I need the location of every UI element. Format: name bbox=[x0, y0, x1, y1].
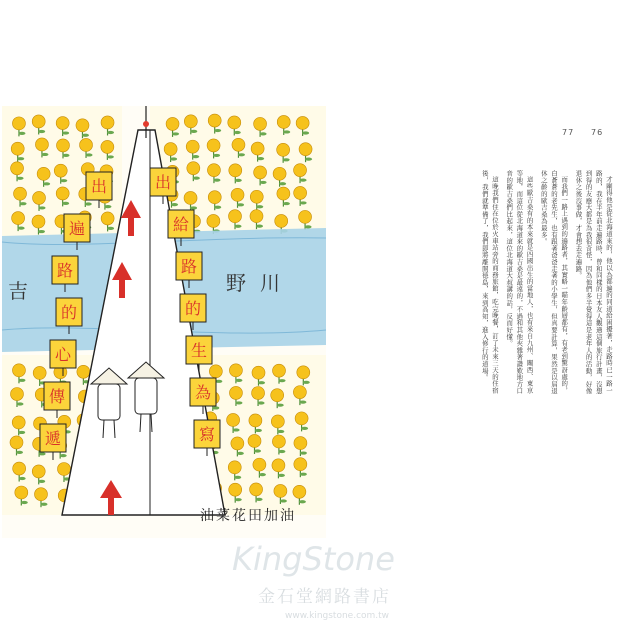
flower-leaf bbox=[40, 503, 47, 506]
flower-head bbox=[187, 162, 200, 175]
flower-head bbox=[228, 116, 241, 129]
flower-leaf bbox=[16, 402, 23, 405]
watermark-url: www.kingstone.com.tw bbox=[285, 611, 390, 621]
flower-leaf bbox=[190, 130, 197, 133]
flower-head bbox=[166, 117, 179, 130]
flower-head bbox=[293, 386, 306, 399]
flower-head bbox=[32, 115, 45, 128]
flower-leaf bbox=[38, 230, 45, 233]
pilgrim-body bbox=[98, 384, 120, 420]
body-paragraph: 這晚我們住在位於火車站旁的商務旅館，吃完晚餐，訂了未來三天的住宿後，我們就準備了，我們即將離開德島，來到高知，進入修行的道場。 bbox=[480, 170, 499, 394]
banner-sign-text: 路 bbox=[180, 257, 198, 276]
flower-head bbox=[251, 142, 264, 155]
flower-head bbox=[57, 462, 70, 475]
page-number: 77 bbox=[562, 128, 575, 137]
flower-leaf bbox=[62, 154, 69, 157]
flower-head bbox=[252, 387, 265, 400]
flower-head bbox=[11, 142, 24, 155]
flower-head bbox=[229, 483, 242, 496]
flower-leaf bbox=[254, 449, 261, 452]
flower-leaf bbox=[39, 206, 46, 209]
flower-leaf bbox=[85, 202, 92, 205]
flower-leaf bbox=[104, 205, 111, 208]
flower-leaf bbox=[172, 132, 179, 135]
flower-leaf bbox=[257, 157, 264, 160]
body-paragraph: 才剛得他是從北海道來的，他以為都遍的同道給困擾著，走路時已一路一路的，我在半年前走遍路時，曾和同樣的日本友人觀過這個旅行計畫，沒想到得的友應大都是為我很奇怪，因為他們多半覺得這是老年人的活動，好像退休之後沒事做，才會想去走遍路。 bbox=[574, 170, 613, 395]
flower-leaf bbox=[62, 131, 69, 134]
flower-head bbox=[294, 186, 307, 199]
flower-head bbox=[299, 210, 312, 223]
banner-sign-text: 的 bbox=[184, 299, 202, 318]
flower-leaf bbox=[235, 179, 242, 182]
flower-head bbox=[250, 483, 263, 496]
banner-sign-text: 心 bbox=[54, 345, 72, 364]
flower-head bbox=[164, 143, 177, 156]
flower-leaf bbox=[41, 153, 48, 156]
flower-leaf bbox=[16, 451, 23, 454]
flower-leaf bbox=[193, 177, 200, 180]
flower-head bbox=[254, 166, 267, 179]
flower-head bbox=[296, 116, 309, 129]
flower-leaf bbox=[214, 129, 221, 132]
flower-leaf bbox=[299, 500, 306, 503]
flower-leaf bbox=[260, 181, 267, 184]
flower-leaf bbox=[303, 381, 310, 384]
flower-head bbox=[56, 187, 69, 200]
flower-head bbox=[271, 389, 284, 402]
flower-head bbox=[229, 210, 242, 223]
watermark-brand: KingStone bbox=[232, 540, 395, 578]
flower-leaf bbox=[238, 153, 245, 156]
banner-sign-text: 寫 bbox=[198, 425, 216, 444]
flower-leaf bbox=[212, 406, 219, 409]
flower-head bbox=[299, 143, 312, 156]
flower-head bbox=[56, 139, 69, 152]
flower-leaf bbox=[305, 158, 312, 161]
flower-head bbox=[294, 458, 307, 471]
flower-head bbox=[254, 117, 267, 130]
flower-leaf bbox=[280, 499, 287, 502]
flower-head bbox=[275, 214, 288, 227]
flower-head bbox=[231, 188, 244, 201]
flower-head bbox=[229, 164, 242, 177]
flower-head bbox=[208, 191, 221, 204]
flower-head bbox=[232, 138, 245, 151]
body-text bbox=[420, 170, 614, 400]
river-label-right: 野川 bbox=[226, 271, 294, 295]
flower-leaf bbox=[60, 454, 67, 457]
flower-head bbox=[271, 415, 284, 428]
flower-head bbox=[294, 437, 307, 450]
flower-head bbox=[12, 416, 25, 429]
flower-head bbox=[272, 459, 285, 472]
flower-head bbox=[10, 436, 23, 449]
flower-leaf bbox=[17, 157, 24, 160]
flower-head bbox=[32, 215, 45, 228]
flower-leaf bbox=[278, 450, 285, 453]
flower-leaf bbox=[18, 431, 25, 434]
flower-head bbox=[15, 486, 28, 499]
flower-head bbox=[277, 115, 290, 128]
flower-head bbox=[12, 117, 25, 130]
flower-leaf bbox=[43, 182, 50, 185]
flower-head bbox=[80, 138, 93, 151]
flower-head bbox=[12, 364, 25, 377]
flower-head bbox=[184, 115, 197, 128]
flower-leaf bbox=[256, 205, 263, 208]
flower-head bbox=[231, 437, 244, 450]
watermark-store-name: 金石堂網路書店 bbox=[258, 587, 391, 607]
flower-head bbox=[10, 388, 23, 401]
flower-leaf bbox=[256, 225, 263, 228]
flower-leaf bbox=[86, 153, 93, 156]
flower-head bbox=[186, 140, 199, 153]
flower-leaf bbox=[283, 158, 290, 161]
body-paragraph: 這些歐吉桑有的本來就是四國出生的當地人，也有來自九州、關西、東京等地，而這位從北海道來的歐吉桑是最遠的，不過和其他夾雜著讚歎地方口音的歐吉桑們比起來，這位北海道大叔講的話，反而好懂。 bbox=[505, 170, 534, 395]
flower-leaf bbox=[233, 428, 240, 431]
flower-head bbox=[32, 465, 45, 478]
flower-head bbox=[33, 191, 46, 204]
flower-leaf bbox=[214, 206, 221, 209]
flower-head bbox=[249, 414, 262, 427]
flower-leaf bbox=[171, 203, 178, 206]
flower-leaf bbox=[260, 132, 267, 135]
pilgrim-body bbox=[135, 378, 157, 414]
flower-leaf bbox=[279, 182, 286, 185]
flower-head bbox=[252, 366, 265, 379]
flower-leaf bbox=[256, 498, 263, 501]
flower-head bbox=[295, 412, 308, 425]
flower-leaf bbox=[278, 474, 285, 477]
flower-head bbox=[207, 214, 220, 227]
flower-leaf bbox=[38, 480, 45, 483]
banner-sign-text: 生 bbox=[190, 341, 208, 360]
flower-head bbox=[101, 212, 114, 225]
flower-leaf bbox=[234, 476, 241, 479]
flower-head bbox=[184, 191, 197, 204]
flower-head bbox=[13, 462, 26, 475]
flower-head bbox=[274, 484, 287, 497]
flower-leaf bbox=[258, 401, 265, 404]
flower-leaf bbox=[235, 379, 242, 382]
flower-leaf bbox=[192, 155, 199, 158]
flower-leaf bbox=[279, 379, 286, 382]
flower-leaf bbox=[107, 131, 114, 134]
flower-leaf bbox=[21, 501, 28, 504]
flower-head bbox=[12, 212, 25, 225]
flower-head bbox=[35, 138, 48, 151]
flower-head bbox=[77, 365, 90, 378]
flower-head bbox=[229, 364, 242, 377]
flower-leaf bbox=[39, 452, 46, 455]
flower-head bbox=[14, 187, 27, 200]
banner-sign-text: 遍 bbox=[68, 219, 86, 238]
flower-head bbox=[272, 435, 285, 448]
banner-sign-text: 給 bbox=[172, 215, 190, 234]
flower-leaf bbox=[213, 154, 220, 157]
flower-head bbox=[277, 187, 290, 200]
banner-sign-text: 遞 bbox=[44, 429, 62, 448]
flower-leaf bbox=[234, 131, 241, 134]
flower-leaf bbox=[213, 179, 220, 182]
flower-leaf bbox=[19, 477, 26, 480]
watermark bbox=[0, 520, 640, 630]
flower-head bbox=[54, 164, 67, 177]
flower-leaf bbox=[107, 155, 114, 158]
river-label-left: 吉 bbox=[8, 279, 28, 303]
flower-leaf bbox=[60, 179, 67, 182]
banner-sign-text: 的 bbox=[60, 303, 78, 322]
flower-leaf bbox=[235, 498, 242, 501]
flower-leaf bbox=[82, 134, 89, 137]
flower-head bbox=[248, 434, 261, 447]
flower-head bbox=[228, 461, 241, 474]
flower-head bbox=[250, 190, 263, 203]
flower-leaf bbox=[237, 452, 244, 455]
flower-leaf bbox=[38, 130, 45, 133]
flower-leaf bbox=[237, 203, 244, 206]
illustration-caption: 油菜花田加油 bbox=[200, 508, 296, 524]
flower-leaf bbox=[18, 227, 25, 230]
banner-sign-text: 傳 bbox=[48, 387, 66, 406]
flower-head bbox=[227, 413, 240, 426]
banner-sign-text: 出 bbox=[90, 177, 108, 196]
flower-head bbox=[34, 488, 47, 501]
banner-sign-text: 為 bbox=[194, 383, 212, 402]
flower-leaf bbox=[283, 202, 290, 205]
flower-leaf bbox=[255, 429, 262, 432]
flower-head bbox=[33, 366, 46, 379]
flower-leaf bbox=[190, 206, 197, 209]
flower-head bbox=[293, 485, 306, 498]
flower-leaf bbox=[299, 401, 306, 404]
flower-head bbox=[273, 364, 286, 377]
flower-head bbox=[37, 167, 50, 180]
flower-leaf bbox=[301, 427, 308, 430]
flower-head bbox=[76, 119, 89, 132]
flower-leaf bbox=[170, 157, 177, 160]
flower-head bbox=[101, 140, 114, 153]
flower-head bbox=[209, 365, 222, 378]
page-number: 76 bbox=[591, 128, 604, 137]
flower-leaf bbox=[300, 179, 307, 182]
flower-head bbox=[250, 210, 263, 223]
flower-head bbox=[56, 117, 69, 130]
flower-leaf bbox=[18, 379, 25, 382]
flower-head bbox=[297, 366, 310, 379]
flower-leaf bbox=[300, 473, 307, 476]
body-paragraph: 而我們一路上遇到的遍路者，其實略一瞄年齡層都有，有老到驚訝處的，白蒼蒼的老先生，也有跟著爸爸走著的小學生，但真要計算，果然是以屆退休之齡的歐吉桑為最多。 bbox=[539, 170, 569, 395]
flower-leaf bbox=[302, 131, 309, 134]
flower-leaf bbox=[107, 227, 114, 230]
flower-leaf bbox=[259, 473, 266, 476]
flower-head bbox=[207, 139, 220, 152]
flower-leaf bbox=[235, 225, 242, 228]
flower-head bbox=[101, 116, 114, 129]
flower-leaf bbox=[20, 202, 27, 205]
banner-sign-text: 出 bbox=[154, 173, 172, 192]
flower-leaf bbox=[300, 451, 307, 454]
flower-leaf bbox=[277, 404, 284, 407]
flower-head bbox=[208, 114, 221, 127]
flower-leaf bbox=[300, 201, 307, 204]
flower-head bbox=[294, 164, 307, 177]
flower-leaf bbox=[283, 130, 290, 133]
flower-head bbox=[277, 143, 290, 156]
flower-head bbox=[207, 164, 220, 177]
flower-leaf bbox=[305, 225, 312, 228]
flower-head bbox=[273, 167, 286, 180]
banner-sign-text: 路 bbox=[56, 261, 74, 280]
flower-head bbox=[11, 162, 24, 175]
flower-leaf bbox=[235, 401, 242, 404]
flower-leaf bbox=[277, 430, 284, 433]
flower-leaf bbox=[18, 132, 25, 135]
flower-leaf bbox=[62, 202, 69, 205]
flower-leaf bbox=[258, 381, 265, 384]
flower-head bbox=[253, 458, 266, 471]
flower-head bbox=[229, 386, 242, 399]
flower-leaf bbox=[17, 177, 24, 180]
